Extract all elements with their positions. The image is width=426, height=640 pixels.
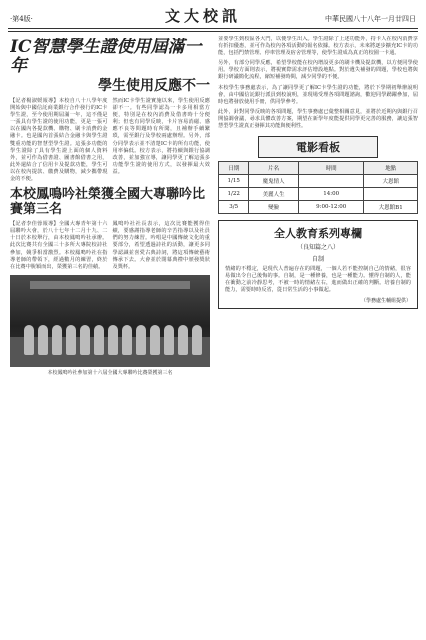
issue-date: 中華民國八十八年一月廿四日 — [325, 15, 416, 23]
education-column-credit: （學務處生輔組提供） — [360, 297, 411, 304]
ic-card-subheadline: 學生使用反應不一 — [98, 78, 210, 94]
table-row — [219, 201, 418, 214]
education-column-box — [218, 220, 418, 308]
film-time: 14:00 — [298, 188, 363, 201]
table-row — [219, 188, 418, 201]
poetry-text-col-b: 鳳鳴吟社社長表示，這次比賽能獲得佳績，要感謝指導老師的辛苦指導以及社員們的努力練習。吟唱是中國傳統文化的重要部分，希望透過詩社的活動，讓更多同學認識並喜愛古典詩詞，將這項傳統藝術傳承下去。大會並於閉幕典禮中頒發獎狀及獎杯。 — [112, 221, 210, 270]
table-row — [219, 175, 418, 188]
header-venue: 地點 — [364, 162, 418, 175]
poetry-society-photo — [10, 275, 210, 367]
poetry-article-body — [10, 221, 210, 271]
masthead — [0, 4, 426, 28]
ic-card-text-col-b: 然而IC卡學生證實施以來，學生使用反應卻不一。有些同學認為一卡多用相當方便，特別是在校內消費及借書時十分便利；但也有同學反映，卡片容易消磁、感應不良等問題時有所聞，且補辦手續繁瑣，需至銀行及學校兩處辦理。另外，部分同學表示並不清楚IC卡的所有功能，使用率偏低。校方表示，將持續與銀行協調改善，並加強宣導，讓同學更了解這張多功能學生證的使用方式，以發揮最大效益。 — [112, 98, 210, 175]
film-title: 美麗人生 — [249, 188, 299, 201]
ic-card-headline: IC智慧學生證使用屆滿一年 — [10, 38, 202, 76]
poetry-society-headline: 本校鳳鳴吟社榮獲全國大專聯吟比賽第三名 — [10, 187, 206, 218]
header-title: 片名 — [249, 162, 299, 175]
page-number: ·第4版· — [10, 15, 33, 23]
ic-card-article-body — [10, 98, 210, 183]
paper-name: 文大校訊 — [165, 7, 242, 25]
right-paragraph-1: 並要學生到校區各大門，以便學生出入。學生證除了上述功能外，持卡人在校內消費享有折扣優惠，並可作為校內各項活動的報名依據。校方表示，未來將逐步擴充IC卡的功能，包括門禁管理、停車管理及宿舍管理等，使學生證成為真正的校園一卡通。 — [218, 36, 418, 57]
education-column-heading: 自制 — [311, 256, 324, 264]
film-title: 魔鬼情人 — [249, 175, 299, 188]
education-column-subtitle: （良知篇之八） — [296, 244, 339, 252]
film-board-title: 電影看板 — [258, 136, 378, 158]
poetry-text-col-a: 【記者李佳蓉報導】全國大專青年第十六屆聯吟大會，於八十七年十二月十九、二十日於本校舉行，由本校鳳鳴吟社承辦。此次比賽共有全國三十多所大專院校詩社參加，競爭相當激烈。本校鳳鳴吟社在指導老師的帶領下，經過數月的練習，終於在比賽中脫穎而出，榮獲第三名的佳績。 — [10, 221, 108, 270]
top-rule — [8, 28, 418, 29]
education-column-text: 情緒的不穩定，是現代人普遍存在的問題，一個人若不能控制自己的情緒，很容易做出令自己後悔的事。自制，是一種修養，也是一種能力。懂得自制的人，能在衝動之前冷靜思考，不被一時的情緒左右，進而做出正確的判斷。培養自制的能力，需要時時反省，從日常生活的小事做起。 — [225, 266, 411, 294]
header-date: 日期 — [219, 162, 249, 175]
right-paragraph-4: 此外，針對同學反映的各項問題，學生事務處已彙整相關意見，並將於近期內與銀行召開協調會議，尋求具體改善方案，期望在新學年度能提供同學更完善的服務，讓這張智慧型學生證真正發揮其功能與便利性。 — [218, 108, 418, 130]
top-rule-double — [8, 31, 418, 32]
film-time: 9:00-12:00 — [298, 201, 363, 214]
right-paragraph-2: 另外，有部分同學反應，希望學校能在校內增設更多的刷卡機及提款機，以方便同學使用。學校方面則表示，將視實際需求評估增設地點。對於遺失補發的問題，學校也將與銀行研議簡化流程，縮短補發時間，減少同學的不便。 — [218, 60, 418, 81]
film-time — [298, 175, 363, 188]
education-column-title: 全人教育系列專欄 — [274, 227, 362, 241]
right-column — [218, 36, 418, 636]
right-paragraph-3: 本校學生事務處表示，為了讓同學更了解IC卡學生證的功能，將於下學期初舉辦說明會，由中國信託銀行派員到校說明，並現場受理各項問題諮詢，歡迎同學踴躍參加，屆時也將發放使用手冊，供同學參考。 — [218, 84, 418, 105]
left-column — [10, 38, 210, 638]
photo-caption: 本校鳳鳴吟社參加第十六屆全國大專聯吟比賽榮獲第三名 — [47, 369, 173, 376]
ic-card-text-col-a: 【記者楊淑媛報導】本校自八十八學年度開始與中國信託商業銀行合作發行的IC卡學生證，至今使用期屆滿一年，這不僅是一張具有學生證的使用功能，更是一張可以在國內各提款機、購物、刷卡消費的金融卡。也是國內首張結合金融卡與學生證雙重功能的智慧型學生證。這張多功能的學生證除了具有學生證上面的個人資料外，並可作為借書證、圖書館借書之用，此外還結合了信用卡及提款功能，學生可以在校內提款、繳費及購物，減少攜帶現金的不便。 — [10, 98, 108, 183]
film-schedule-table — [218, 161, 418, 214]
film-title: 變臉 — [249, 201, 299, 214]
film-date: 3/5 — [219, 201, 249, 214]
film-venue: 大恩館 — [364, 175, 418, 188]
film-date: 1/15 — [219, 175, 249, 188]
header-time: 時間 — [298, 162, 363, 175]
film-venue: 大恩館B1 — [364, 201, 418, 214]
film-date: 1/22 — [219, 188, 249, 201]
film-table-header-row — [219, 162, 418, 175]
film-venue — [364, 188, 418, 201]
